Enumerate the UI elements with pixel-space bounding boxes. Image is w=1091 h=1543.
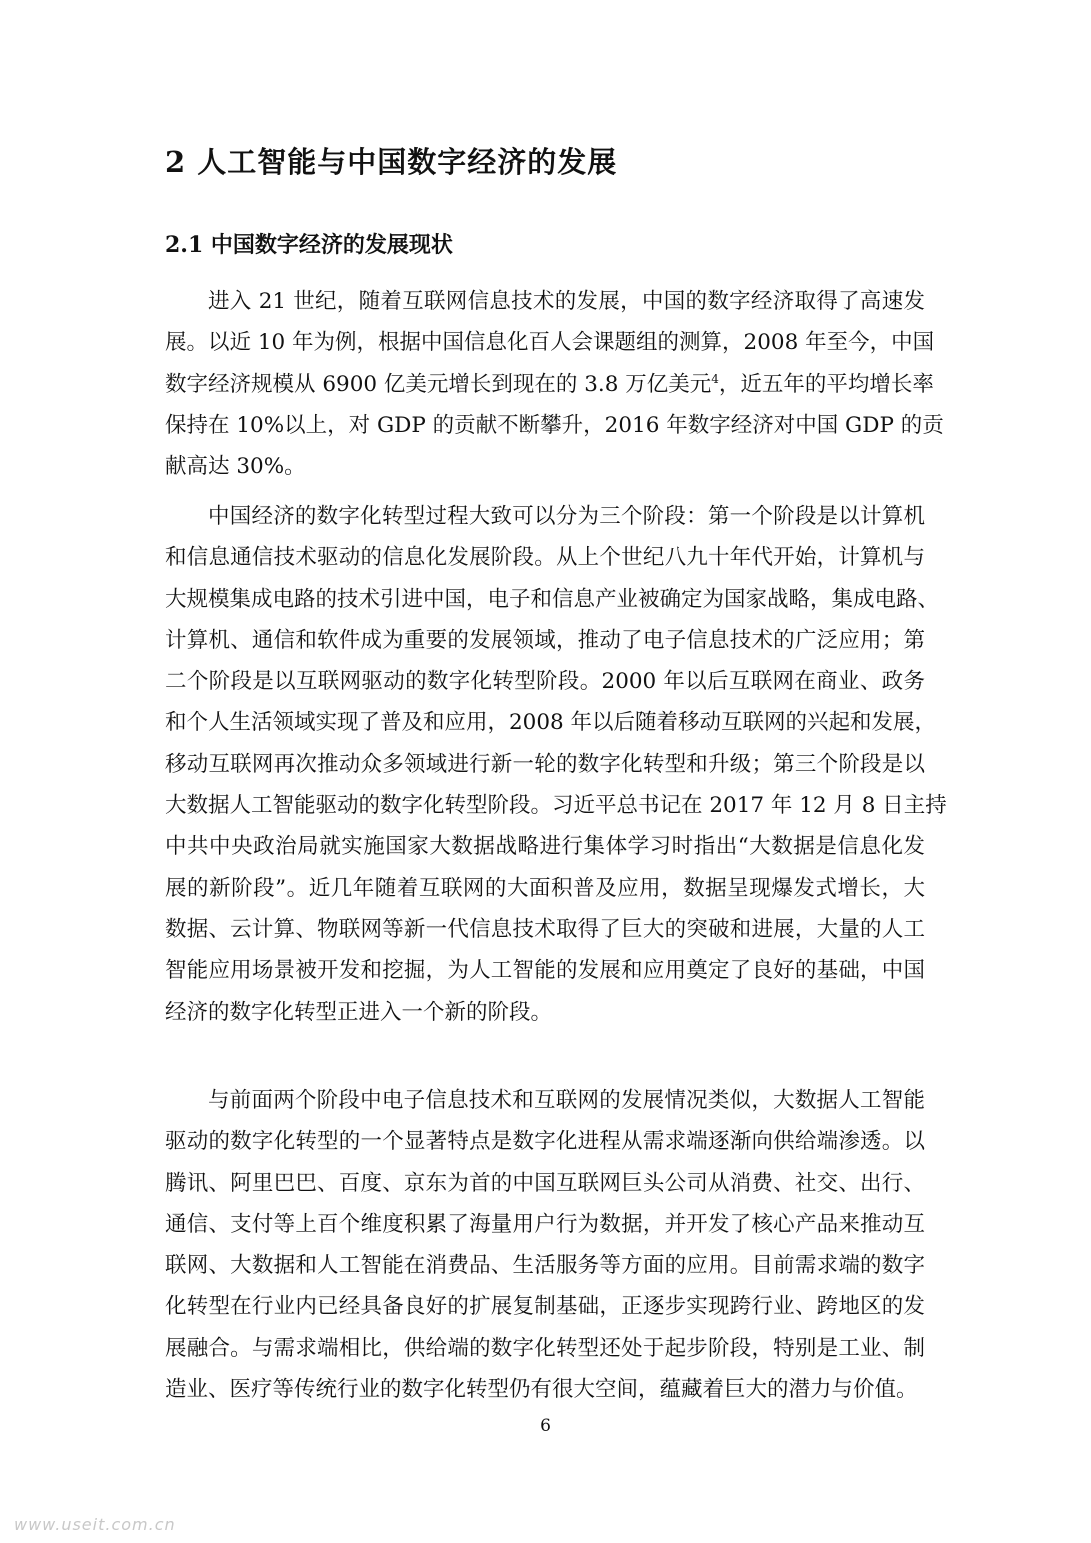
text-line: 与前面两个阶段中电子信息技术和互联网的发展情况类似，大数据人工智能: [208, 1088, 925, 1113]
text-line: 展融合。与需求端相比，供给端的数字化转型还处于起步阶段，特别是工业、制: [165, 1335, 925, 1361]
text-line: 计算机、通信和软件成为重要的发展领域，推动了电子信息技术的广泛应用；第: [165, 627, 925, 653]
text-line: 和个人生活领域实现了普及和应用，2008 年以后随着移动互联网的兴起和发展，: [165, 710, 937, 736]
footnote-marker[interactable]: 4: [711, 371, 719, 386]
text-segment: 数字经济规模从 6900 亿美元增长到现在的 3.8 万亿美元: [165, 371, 712, 397]
text-line: 大数据人工智能驱动的数字化转型阶段。习近平总书记在 2017 年 12 月 8 日主持: [165, 793, 947, 819]
paragraph-3: [165, 1080, 925, 1410]
text-line: 化转型在行业内已经具备良好的扩展复制基础，正逐步实现跨行业、跨地区的发: [165, 1294, 925, 1320]
text-line: 二个阶段是以互联网驱动的数字化转型阶段。2000 年以后互联网在商业、政务: [165, 669, 925, 695]
text-segment: ，近五年的平均增长率: [718, 371, 934, 397]
text-line: 联网、大数据和人工智能在消费品、生活服务等方面的应用。目前需求端的数字: [165, 1253, 925, 1279]
text-line: 大规模集成电路的技术引进中国，电子和信息产业被确定为国家战略，集成电路、: [165, 586, 940, 612]
text-line: 通信、支付等上百个维度积累了海量用户行为数据，并开发了核心产品来推动互: [165, 1211, 925, 1237]
text-line: 智能应用场景被开发和挖掘，为人工智能的发展和应用奠定了良好的基础，中国: [165, 958, 925, 984]
text-line: 展的新阶段”。近几年随着互联网的大面积普及应用，数据呈现爆发式增长，大: [165, 875, 925, 901]
text-line: 进入 21 世纪，随着互联网信息技术的发展，中国的数字经济取得了高速发: [208, 289, 925, 314]
text-line: 献高达 30%。: [165, 454, 306, 480]
chapter-heading: 2 人工智能与中国数字经济的发展: [165, 145, 618, 179]
text-line: 保持在 10%以上，对 GDP 的贡献不断攀升，2016 年数字经济对中国 GDP 的贡: [165, 412, 944, 438]
text-line: [165, 364, 934, 405]
text-line: 造业、医疗等传统行业的数字化转型仍有很大空间，蕴藏着巨大的潜力与价值。: [165, 1377, 918, 1403]
text-line: 驱动的数字化转型的一个显著特点是数字化进程从需求端逐渐向供给端渗透。以: [165, 1129, 925, 1155]
paragraph-1: [165, 281, 944, 487]
paragraph-2: [165, 496, 947, 1033]
text-line: 经济的数字化转型正进入一个新的阶段。: [165, 999, 553, 1025]
text-line: 和信息通信技术驱动的信息化发展阶段。从上个世纪八九十年代开始，计算机与: [165, 545, 925, 571]
text-line: 中国经济的数字化转型过程大致可以分为三个阶段：第一个阶段是以计算机: [208, 504, 925, 529]
text-line: 数据、云计算、物联网等新一代信息技术取得了巨大的突破和进展，大量的人工: [165, 916, 925, 942]
section-heading: 2.1 中国数字经济的发展现状: [165, 232, 453, 258]
text-line: 展。以近 10 年为例，根据中国信息化百人会课题组的测算，2008 年至今，中国: [165, 330, 935, 356]
watermark: www.useit.com.cn: [14, 1515, 176, 1534]
text-line: 腾讯、阿里巴巴、百度、京东为首的中国互联网巨头公司从消费、社交、出行、: [165, 1170, 925, 1196]
page-number: 6: [540, 1416, 551, 1436]
text-line: 中共中央政治局就实施国家大数据战略进行集体学习时指出“大数据是信息化发: [165, 834, 925, 860]
text-line: 移动互联网再次推动众多领域进行新一轮的数字化转型和升级；第三个阶段是以: [165, 751, 925, 777]
